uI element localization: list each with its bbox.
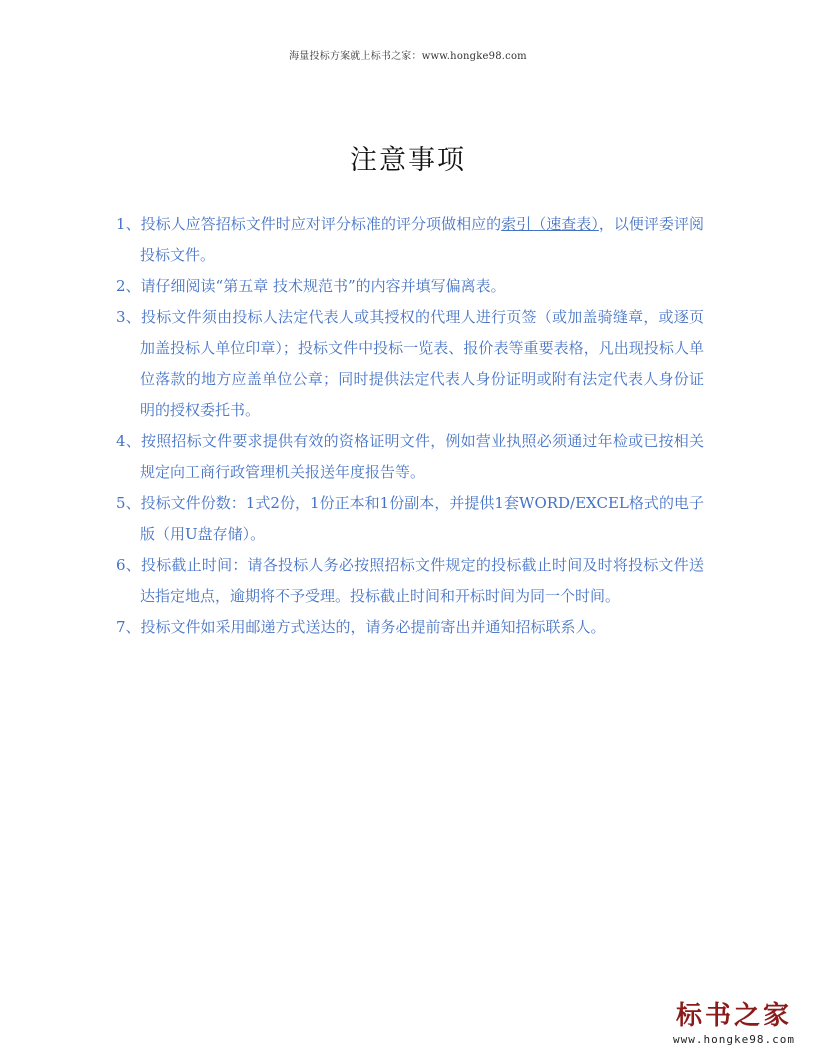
page-title: 注意事项: [350, 145, 466, 176]
item-1-suffix: ，以便评委评阅投标文件。: [140, 215, 704, 264]
list-item: 3、投标文件须由投标人法定代表人或其授权的代理人进行页签（或加盖骑缝章，或逐页加盖投标人单位印章）；投标文件中投标一览表、报价表等重要表格，凡出现投标人单位落款的地方应盖单位公章；同时提供法定代表人身份证明或附有法定代表人身份证明的授权委托书。: [116, 308, 704, 419]
list-item: 4、按照招标文件要求提供有效的资格证明文件，例如营业执照必须通过年检或已按相关规定向工商行政管理机关报送年度报告等。: [116, 432, 704, 481]
notice-list: [116, 209, 704, 643]
item-1-prefix: 1、投标人应答招标文件时应对评分标准的评分项做相应的: [116, 215, 502, 233]
list-item: 7、投标文件如采用邮递方式送达的，请务必提前寄出并通知招标联系人。: [116, 618, 606, 636]
page-header: 海量投标方案就上标书之家：www.hongke98.com: [289, 51, 527, 62]
list-item: 6、投标截止时间：请各投标人务必按照招标文件规定的投标截止时间及时将投标文件送达指定地点，逾期将不予受理。投标截止时间和开标时间为同一个时间。: [116, 556, 704, 605]
list-item: [116, 209, 704, 271]
list-item: 5、投标文件份数：1式2份，1份正本和1份副本，并提供1套WORD/EXCEL格式的电子版（用U盘存储）。: [116, 494, 704, 543]
watermark-url: www.hongke98.com: [673, 1033, 795, 1046]
watermark-logo: [664, 1001, 804, 1046]
index-quick-reference-link[interactable]: 索引（速查表）: [501, 215, 599, 233]
watermark-brand: 标书之家: [675, 1001, 792, 1031]
list-item: 2、请仔细阅读“第五章 技术规范书”的内容并填写偏离表。: [116, 277, 506, 295]
